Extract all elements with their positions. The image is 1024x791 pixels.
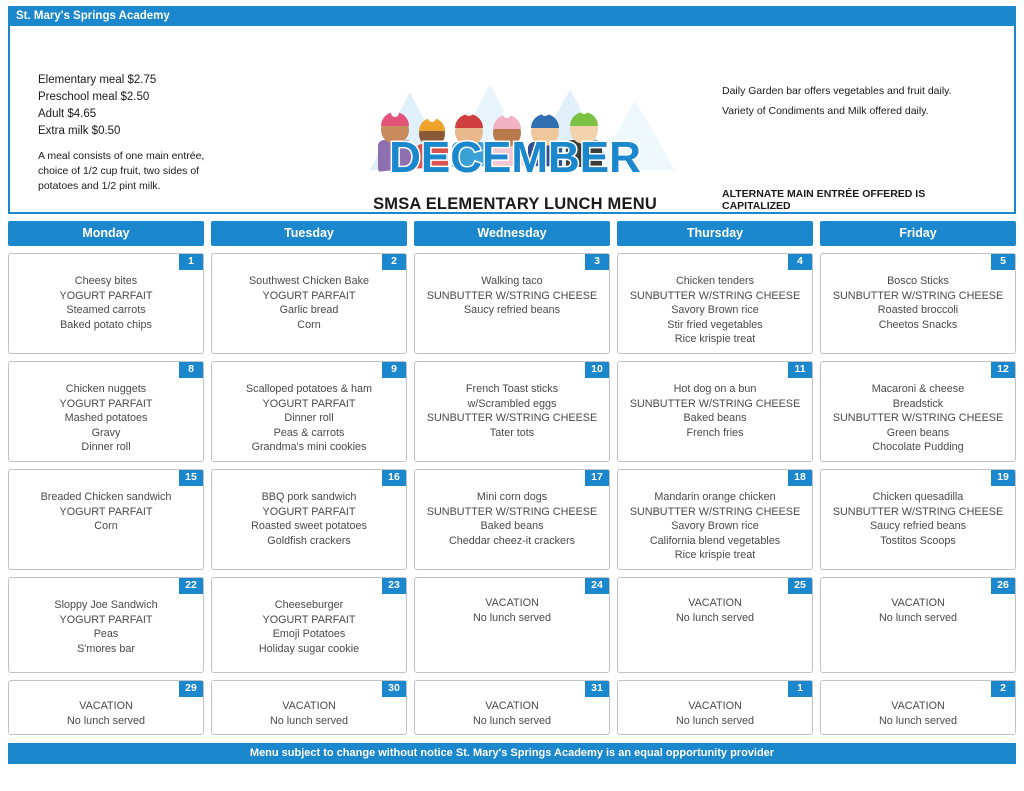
day-number: 26 (991, 578, 1015, 594)
menu-item: SUNBUTTER W/STRING CHEESE (832, 412, 1004, 425)
calendar-day-cell (820, 469, 1016, 570)
menu-item: VACATION (891, 596, 945, 609)
menu-item: VACATION (891, 699, 945, 712)
menu-item: VACATION (688, 699, 742, 712)
day-number: 30 (382, 681, 406, 697)
calendar-week-row (8, 680, 1016, 735)
menu-item: Chicken nuggets (65, 382, 147, 395)
menu-item-list (825, 490, 1011, 548)
menu-item-list (622, 699, 808, 728)
calendar-day-cell (617, 253, 813, 354)
menu-item: Roasted broccoli (877, 304, 959, 317)
menu-item: YOGURT PARFAIT (59, 613, 153, 626)
menu-item: Peas (93, 628, 119, 641)
menu-item: Cheeseburger (274, 598, 344, 611)
menu-item: Steamed carrots (66, 304, 146, 317)
menu-item: VACATION (485, 596, 539, 609)
menu-item: VACATION (79, 699, 133, 712)
menu-item: French Toast sticks (465, 382, 559, 395)
menu-item: Breaded Chicken sandwich (40, 490, 172, 503)
menu-item: Holiday sugar cookie (258, 642, 360, 655)
calendar-week-row (8, 253, 1016, 354)
menu-item: Walking taco (481, 275, 543, 287)
calendar-day-cell (8, 361, 204, 462)
menu-item: Mini corn dogs (476, 490, 548, 503)
calendar-day-cell (414, 680, 610, 735)
menu-item-list (13, 699, 199, 728)
dow-thursday: Thursday (617, 221, 813, 246)
garden-bar-note: Daily Garden bar offers vegetables and fruit daily. (722, 85, 952, 97)
menu-item: YOGURT PARFAIT (262, 613, 356, 626)
menu-item: YOGURT PARFAIT (59, 397, 153, 410)
calendar-day-cell (211, 361, 407, 462)
condiments-note: Variety of Condiments and Milk offered daily. (722, 105, 929, 117)
menu-item-list (622, 490, 808, 563)
menu-item: Chicken tenders (675, 275, 755, 287)
menu-item: SUNBUTTER W/STRING CHEESE (426, 412, 598, 425)
menu-item: Emoji Potatoes (272, 628, 346, 641)
menu-item: Breadstick (892, 397, 944, 410)
menu-item: Garlic bread (279, 304, 339, 317)
day-number: 4 (788, 254, 812, 270)
menu-item: Tater tots (489, 426, 535, 439)
menu-item: No lunch served (675, 611, 755, 624)
menu-caption: SMSA ELEMENTARY LUNCH MENU (373, 195, 657, 213)
menu-item: w/Scrambled eggs (467, 397, 557, 410)
menu-item: Saucy refried beans (463, 304, 561, 317)
day-number: 12 (991, 362, 1015, 378)
logo-month-text: DECEMBER (389, 133, 641, 182)
price-elementary: Elementary meal $2.75 (38, 74, 157, 86)
menu-item: Dinner roll (284, 412, 334, 425)
calendar-day-cell (211, 577, 407, 673)
calendar-day-cell (414, 361, 610, 462)
daily-offerings-notes (722, 81, 992, 121)
calendar-day-cell (414, 253, 610, 354)
meal-composition-note: A meal consists of one main entrée, choice of 1/2 cup fruit, two sides of potatoes and 1/2 pint milk. (38, 150, 205, 192)
menu-item: SUNBUTTER W/STRING CHEESE (832, 505, 1004, 518)
calendar-day-cell (8, 253, 204, 354)
calendar-day-cell (820, 361, 1016, 462)
menu-item: Corn (94, 520, 118, 533)
menu-item-list (216, 382, 402, 455)
menu-item-list (825, 382, 1011, 455)
menu-item-list (419, 274, 605, 318)
menu-item: SUNBUTTER W/STRING CHEESE (832, 289, 1004, 302)
menu-item: VACATION (485, 699, 539, 712)
menu-item: Chocolate Pudding (872, 441, 964, 454)
day-number: 9 (382, 362, 406, 378)
menu-item: Mandarin orange chicken (654, 490, 776, 503)
calendar (8, 221, 1016, 735)
menu-item: YOGURT PARFAIT (59, 505, 153, 518)
calendar-day-cell (820, 680, 1016, 735)
dow-tuesday: Tuesday (211, 221, 407, 246)
menu-item: Tostitos Scoops (880, 534, 956, 547)
calendar-day-cell (211, 253, 407, 354)
menu-item: Savory Brown rice (671, 304, 759, 317)
menu-item: Baked potato chips (60, 318, 152, 331)
calendar-day-cell (8, 680, 204, 735)
day-number: 17 (585, 470, 609, 486)
menu-item: Scalloped potatoes & ham (245, 382, 373, 395)
calendar-week-row (8, 469, 1016, 570)
title-bar (8, 6, 1016, 26)
menu-item: Green beans (886, 426, 950, 439)
menu-item: No lunch served (269, 714, 349, 727)
menu-item: VACATION (688, 596, 742, 609)
menu-item: No lunch served (878, 714, 958, 727)
menu-item: Cheesy bites (74, 275, 138, 287)
price-adult: Adult $4.65 (38, 108, 97, 120)
menu-item-list (13, 490, 199, 534)
day-number: 3 (585, 254, 609, 270)
menu-item: Corn (297, 318, 321, 331)
menu-item-list (13, 598, 199, 656)
day-number: 2 (382, 254, 406, 270)
menu-item: Grandma's mini cookies (251, 441, 367, 454)
menu-item: California blend vegetables (649, 534, 781, 547)
calendar-weeks (8, 253, 1016, 735)
menu-item-list (419, 382, 605, 440)
calendar-day-cell (8, 577, 204, 673)
day-number: 31 (585, 681, 609, 697)
menu-item: Mashed potatoes (64, 412, 148, 425)
menu-item-list (419, 596, 605, 625)
menu-item: VACATION (282, 699, 336, 712)
menu-item-list (825, 596, 1011, 625)
winter-kids-illustration (350, 52, 680, 202)
menu-item: Goldfish crackers (267, 534, 351, 547)
menu-item: SUNBUTTER W/STRING CHEESE (426, 289, 598, 302)
menu-item-list (216, 598, 402, 656)
days-of-week-row (8, 221, 1016, 246)
price-extra-milk: Extra milk $0.50 (38, 125, 121, 137)
menu-item: Dinner roll (81, 441, 131, 454)
day-number: 16 (382, 470, 406, 486)
menu-item-list (622, 382, 808, 440)
menu-item: No lunch served (878, 611, 958, 624)
menu-item: No lunch served (66, 714, 146, 727)
menu-item: No lunch served (472, 611, 552, 624)
menu-item: No lunch served (472, 714, 552, 727)
day-number: 1 (179, 254, 203, 270)
menu-item: Stir fried vegetables (667, 318, 763, 331)
dow-friday: Friday (820, 221, 1016, 246)
calendar-day-cell (617, 680, 813, 735)
menu-item: French fries (686, 426, 744, 439)
menu-item-list (419, 699, 605, 728)
menu-item: SUNBUTTER W/STRING CHEESE (629, 505, 801, 518)
header-panel (8, 26, 1016, 214)
menu-item: SUNBUTTER W/STRING CHEESE (426, 505, 598, 518)
day-number: 22 (179, 578, 203, 594)
price-list (38, 72, 248, 140)
menu-item: SUNBUTTER W/STRING CHEESE (629, 397, 801, 410)
calendar-day-cell (414, 577, 610, 673)
menu-item-list (622, 274, 808, 347)
day-number: 24 (585, 578, 609, 594)
day-number: 23 (382, 578, 406, 594)
calendar-week-row (8, 577, 1016, 673)
day-number: 29 (179, 681, 203, 697)
menu-item: Hot dog on a bun (673, 382, 757, 395)
menu-item-list (13, 274, 199, 332)
menu-item-list (216, 490, 402, 548)
menu-item: Chicken quesadilla (872, 490, 964, 503)
menu-item: Baked beans (683, 412, 747, 425)
menu-item: YOGURT PARFAIT (262, 505, 356, 518)
menu-item: YOGURT PARFAIT (262, 397, 356, 410)
day-number: 19 (991, 470, 1015, 486)
menu-item-list (825, 274, 1011, 332)
calendar-day-cell (617, 469, 813, 570)
day-number: 10 (585, 362, 609, 378)
menu-item: SUNBUTTER W/STRING CHEESE (629, 289, 801, 302)
school-name: St. Mary's Springs Academy (16, 10, 170, 22)
menu-item-list (622, 596, 808, 625)
calendar-day-cell (820, 253, 1016, 354)
calendar-day-cell (414, 469, 610, 570)
footer-disclaimer: Menu subject to change without notice St. Mary's Springs Academy is an equal opportunity provider (8, 743, 1016, 764)
day-number: 2 (991, 681, 1015, 697)
menu-item: YOGURT PARFAIT (262, 289, 356, 302)
menu-item-list (13, 382, 199, 455)
calendar-day-cell (211, 469, 407, 570)
menu-page (8, 6, 1016, 760)
day-number: 8 (179, 362, 203, 378)
menu-item: Southwest Chicken Bake (248, 275, 370, 287)
day-number: 1 (788, 681, 812, 697)
calendar-day-cell (820, 577, 1016, 673)
menu-item: S'mores bar (77, 642, 135, 655)
menu-item: No lunch served (675, 714, 755, 727)
menu-item: Cheddar cheez-it crackers (448, 534, 575, 547)
menu-item: Baked beans (480, 520, 544, 533)
menu-item: Roasted sweet potatoes (251, 520, 367, 533)
menu-item-list (419, 490, 605, 548)
menu-item-list (216, 274, 402, 332)
menu-item-list (216, 699, 402, 728)
calendar-day-cell (211, 680, 407, 735)
calendar-day-cell (617, 361, 813, 462)
day-number: 11 (788, 362, 812, 378)
menu-item: BBQ pork sandwich (261, 490, 357, 503)
price-preschool: Preschool meal $2.50 (38, 91, 150, 103)
menu-item: Saucy refried beans (869, 520, 967, 533)
menu-item: Rice krispie treat (674, 333, 756, 346)
day-number: 15 (179, 470, 203, 486)
menu-item: Sloppy Joe Sandwich (54, 598, 158, 611)
dow-monday: Monday (8, 221, 204, 246)
day-number: 5 (991, 254, 1015, 270)
december-logo (350, 52, 680, 212)
menu-item: Gravy (91, 426, 121, 439)
menu-item: YOGURT PARFAIT (59, 289, 153, 302)
menu-item: Rice krispie treat (674, 549, 756, 562)
menu-item: Cheetos Snacks (878, 318, 958, 331)
calendar-day-cell (617, 577, 813, 673)
dow-wednesday: Wednesday (414, 221, 610, 246)
menu-item: Macaroni & cheese (871, 382, 965, 395)
calendar-day-cell (8, 469, 204, 570)
calendar-week-row (8, 361, 1016, 462)
day-number: 25 (788, 578, 812, 594)
menu-item: Bosco Sticks (887, 275, 949, 287)
alternate-entree-note: ALTERNATE MAIN ENTRÉE OFFERED IS CAPITALIZED (722, 188, 926, 212)
menu-item: Savory Brown rice (671, 520, 759, 533)
menu-item-list (825, 699, 1011, 728)
menu-item: Peas & carrots (273, 426, 345, 439)
day-number: 18 (788, 470, 812, 486)
